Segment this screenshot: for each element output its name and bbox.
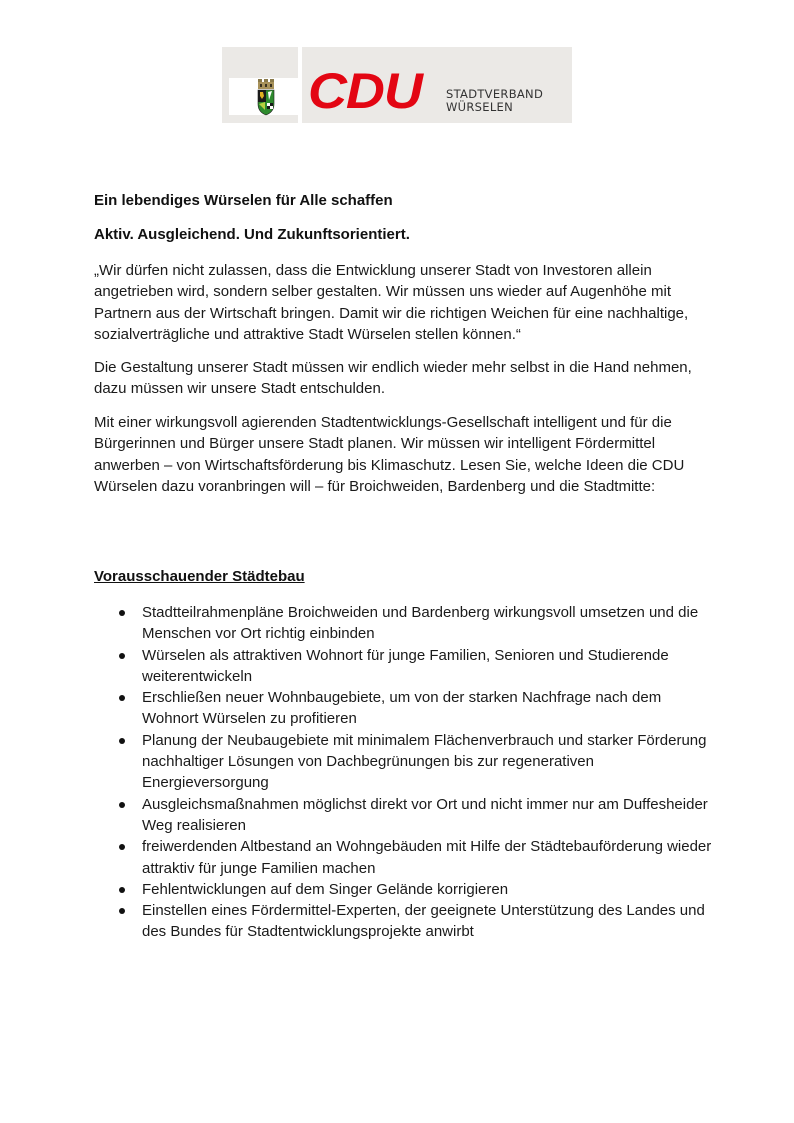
list-item-text: Stadtteilrahmenpläne Broichweiden und Bardenberg wirkungsvoll umsetzen und die Menschen vor Ort richtig einbinden bbox=[142, 604, 699, 643]
quote-paragraph: „Wir dürfen nicht zulassen, dass die Entwicklung unserer Stadt von Investoren allein angetrieben wird, sondern selber gestalten. Wir müssen uns wieder auf Augenhöhe mit Partnern aus der Wirtschaft bringen. Damit wir die richtigen Weichen für eine nachhaltige, sozialverträgliche und attraktive Stadt Würselen stellen können.“ bbox=[94, 262, 689, 343]
list-item bbox=[94, 879, 714, 900]
bullet-icon bbox=[119, 653, 125, 659]
crest-background bbox=[229, 78, 298, 115]
document-title: Ein lebendiges Würselen für Alle schaffen bbox=[94, 192, 393, 209]
list-item bbox=[94, 687, 714, 730]
intro-paragraph-2: Mit einer wirkungsvoll agierenden Stadtentwicklungs-Gesellschaft intelligent und für die Bürgerinnen und Bürger unsere Stadt planen. Wir müssen wir intelligent Fördermittel anwerben – von Wirtschaftsförderung bis Klimaschutz. Lesen Sie, welche Ideen die CDU Würselen dazu voranbringen will – für Broichweiden, Bardenberg und die Stadtmitte: bbox=[94, 414, 685, 495]
list-item-text: Würselen als attraktiven Wohnort für junge Familien, Senioren und Studierende weiterentwickeln bbox=[142, 646, 669, 685]
bullet-icon bbox=[119, 695, 125, 701]
list-item bbox=[94, 794, 714, 837]
list-item bbox=[94, 730, 714, 794]
stadtverband-line-2: WÜRSELEN bbox=[446, 100, 514, 114]
list-item bbox=[94, 645, 714, 688]
list-item-text: freiwerdenden Altbestand an Wohngebäuden mit Hilfe der Städtebauförderung wieder attraktiv für junge Familien machen bbox=[142, 838, 712, 877]
list-item-text: Fehlentwicklungen auf dem Singer Gelände korrigieren bbox=[142, 880, 509, 898]
document-subtitle: Aktiv. Ausgleichend. Und Zukunftsorientiert. bbox=[94, 226, 410, 243]
stadtverband-line-1: STADTVERBAND bbox=[446, 87, 544, 101]
list-item bbox=[94, 900, 714, 943]
bullet-icon bbox=[119, 610, 125, 616]
bullet-list bbox=[94, 602, 714, 943]
list-item bbox=[94, 602, 714, 645]
bullet-icon bbox=[119, 738, 125, 744]
list-item-text: Einstellen eines Fördermittel-Experten, der geeignete Unterstützung des Landes und des Bundes für Stadtentwicklungsprojekte anwirbt bbox=[142, 902, 705, 941]
brand-panel bbox=[302, 47, 572, 123]
section-title: Vorausschauender Städtebau bbox=[94, 568, 305, 585]
list-item bbox=[94, 836, 714, 879]
bullet-icon bbox=[119, 908, 125, 914]
list-item-text: Ausgleichsmaßnahmen möglichst direkt vor Ort und nicht immer nur am Duffesheider Weg realisieren bbox=[142, 795, 708, 834]
list-item-text: Erschließen neuer Wohnbaugebiete, um von der starken Nachfrage nach dem Wohnort Würselen zu profitieren bbox=[142, 689, 662, 728]
intro-paragraph-1: Die Gestaltung unserer Stadt müssen wir endlich wieder mehr selbst in die Hand nehmen, dazu müssen wir unsere Stadt entschulden. bbox=[94, 359, 692, 398]
cdu-logo bbox=[222, 47, 572, 123]
list-item-text: Planung der Neubaugebiete mit minimalem Flächenverbrauch und starker Förderung nachhaltiger Lösungen von Dachbegrünungen bis zur regenerativen Energieversorgung bbox=[142, 731, 707, 792]
cdu-wordmark: CDU bbox=[308, 63, 422, 119]
bullet-icon bbox=[119, 887, 125, 893]
bullet-icon bbox=[119, 802, 125, 808]
stadtverband-label bbox=[446, 88, 543, 114]
coat-of-arms-icon bbox=[257, 78, 275, 116]
bullet-icon bbox=[119, 844, 125, 850]
crest-panel bbox=[222, 47, 298, 123]
